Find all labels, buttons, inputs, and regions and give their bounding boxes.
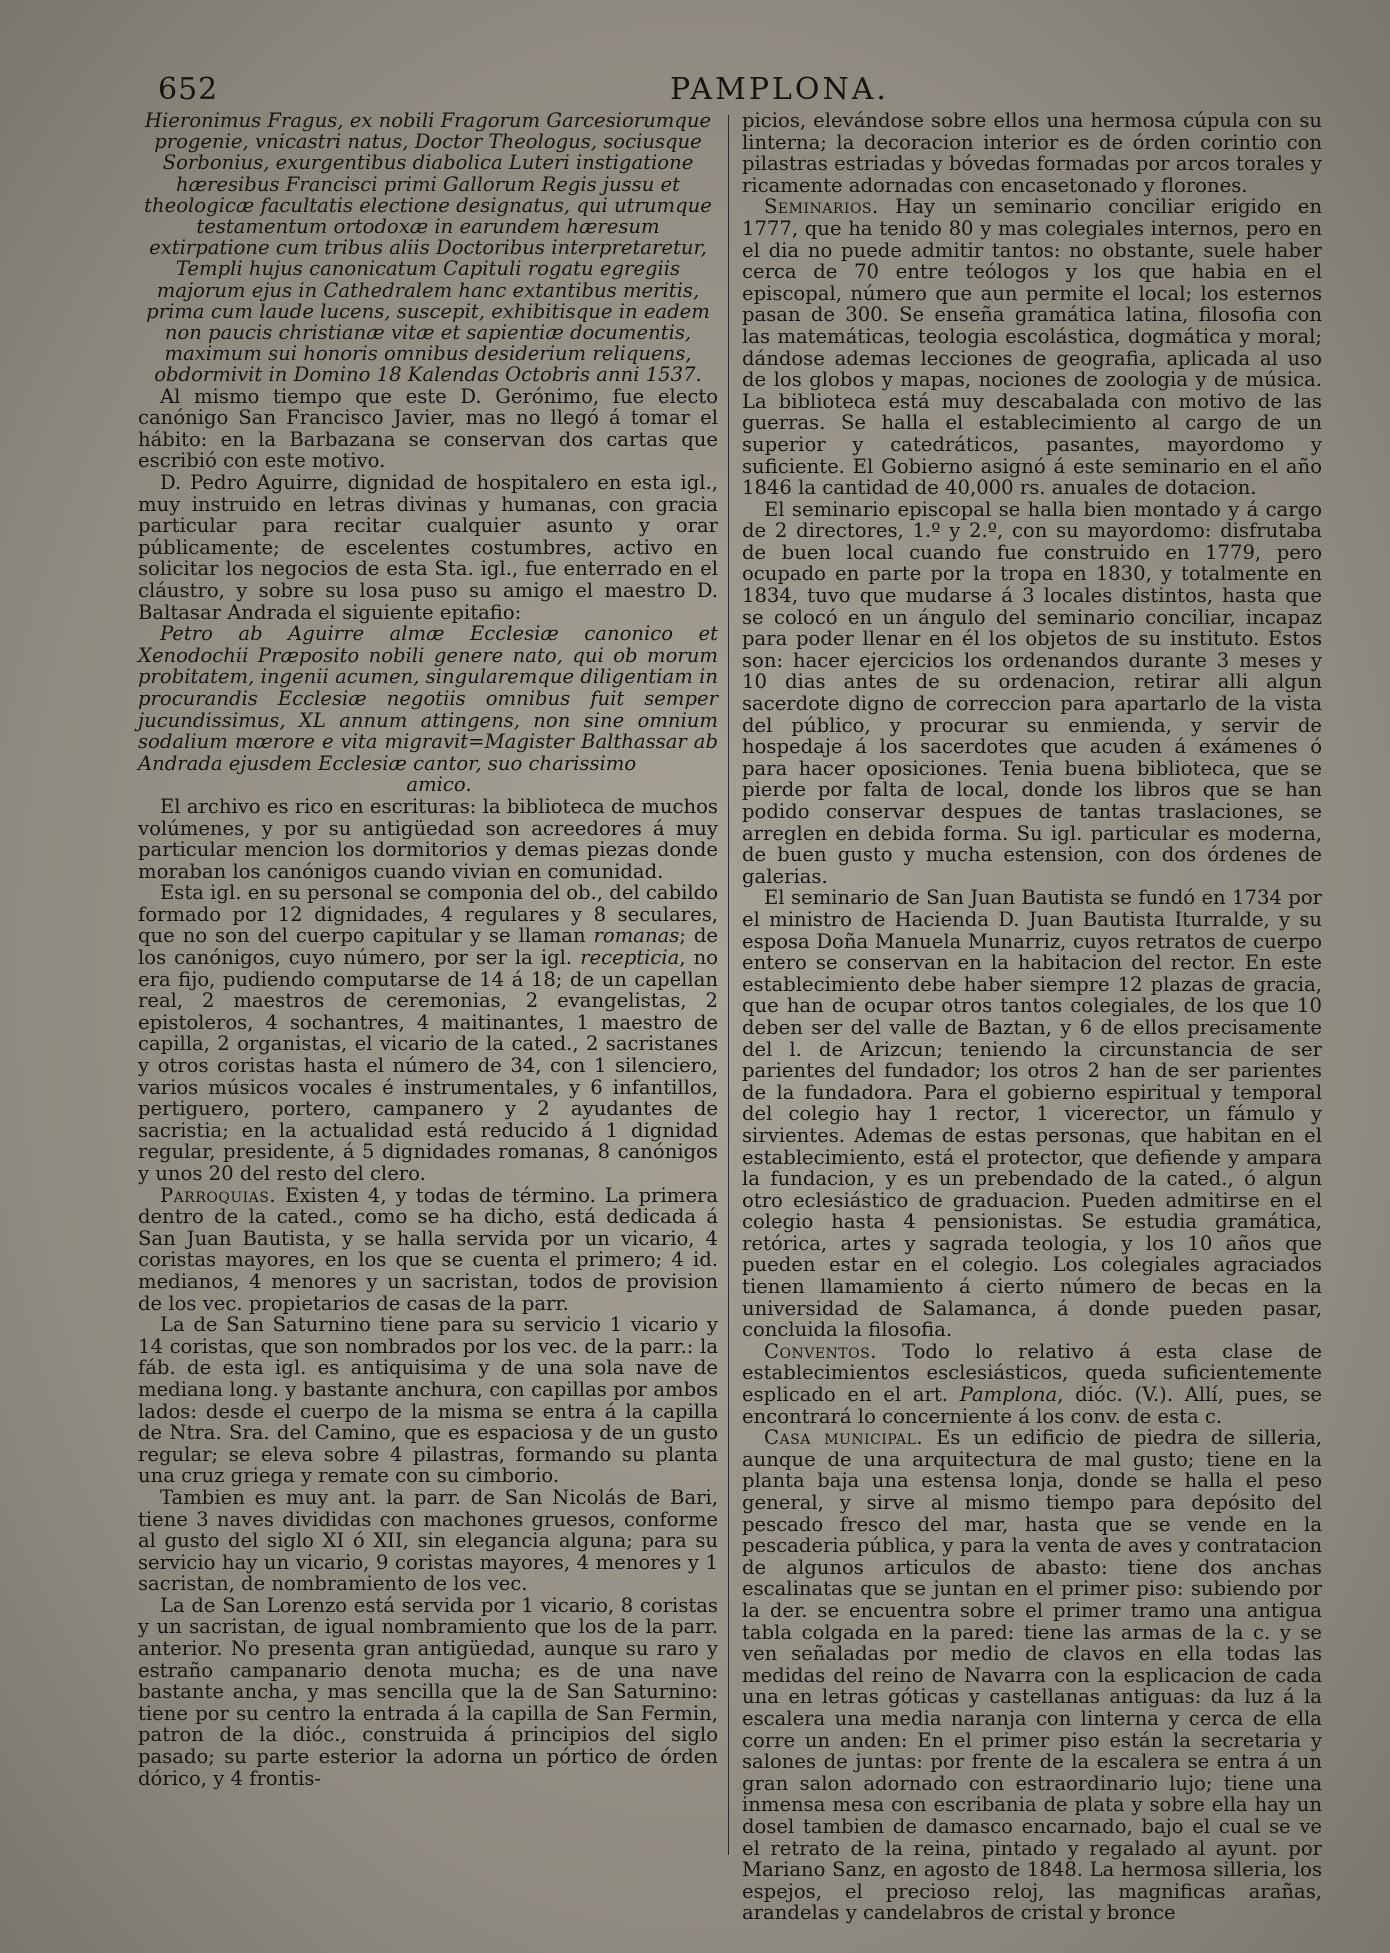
romanas-term: romanas [593,924,680,948]
latin-epitaph-aguirre: Petro ab Aguirre almæ Ecclesiæ canonico et Xenodochii Præposito nobili genere nato, qui ob morum probitatem, ingenii acumen, singularemque diligentiam in procurandis Ecclesiæ negotiis omnibus fuit semper jucundissimus, XL annum attingens, non sine omnium sodalium mœrore e vita migravit=Magister Balthassar ab Andrada ejusdem Ecclesiæ cantor, suo charissimo [138,622,718,775]
recepticia-term: recepticia [580,946,680,970]
latin-epitaph-hieronimus: Hieronimus Fragus, ex nobili Fragorum Garcesiorumque progenie, vnicastri natus, Doctor Theologus, sociusque Sorbonius, exurgentibus diabolica Luteri instigatione hæresibus Francisci primi Gallorum Regis jussu et theologicæ facultatis electione designatus, qui utrumque testamentum ortodoxæ in earundem hæresum extirpatione cum tribus aliis Doctoribus interpretaretur, Templi hujus canonicatum Capituli rogatu egregiis majorum ejus in Cathedralem hanc extantibus meritis, prima cum laude lucens, suscepit, exhibitisque in eadem non paucis christianæ vitæ et sapientiæ documentis, maximum sui honoris omnibus desiderium reliquens, obdormivit in Domino 18 Kalendas Octobris anni 1537. [144,109,712,387]
paragraph-archivo: El archivo es rico en escrituras: la biblioteca de muchos volúmenes, y por su antigüedad son acreedores á muy particular mencion los dormitorios y demas piezas donde moraban los canónigos cuando vivian en comunidad. [138,794,718,883]
section-label-conventos: Conventos. [764,1339,877,1363]
pamplona-ref: Pamplona [959,1383,1058,1407]
paragraph-seminario-episcopal: El seminario episcopal se halla bien montado y á cargo de 2 directores, 1.º y 2.º, con su mayordomo: disfrutaba de buen local cuando fue construido en 1779, pero ocupado en parte por la tropa en 1830, y totalmente en 1834, tuvo que mudarse á 3 locales distintos, hasta que se colocó en un ángulo del seminario conciliar, incapaz para poder llenar en él los objetos de su instituto. Estos son: hacer ejercicios los ordenandos durante 3 meses y 10 dias antes de su ordenacion, retirar alli algun sacerdote digno de correccion para apartarlo de la vista del público, y procurar su enmienda, y servir de hospedaje á los sacerdotes que acuden á exámenes ó para hacer oposiciones. Tenia buena biblioteca, que se pierde por falta de local, donde los libros que se han podido conservar despues de tantas traslaciones, se arreglen en debida forma. Su igl. particular es moderna, de buen gusto y mucha estension, con dos órdenes de galerias. [742,497,1322,888]
paragraph-san-juan-bautista: El seminario de San Juan Bautista se fundó en 1734 por el ministro de Hacienda D. Juan Bautista Iturralde, y su esposa Doña Manuela Munarriz, cuyos retratos de cuerpo entero se conservan en la habitacion del rector. En este establecimiento debe haber siempre 12 plazas de gracia, que han de ocupar otros tantos colegiales, de los que 10 deben ser del valle de Baztan, y 6 de ellos precisamente del l. de Arizcun; teniendo la circunstancia de ser parientes del fundador; los otros 2 han de ser parientes de la fundadora. Para el gobierno espiritual y temporal del colegio hay 1 rector, 1 vicerector, un fámulo y sirvientes. Ademas de estas personas, que habitan en el establecimiento, está el protector, que defiende y ampara la fundacion, y es un prebendado de la cated., ó algun otro eclesiástico de graduacion. Pueden admitirse en el colegio hasta 4 pensionistas. Se estudia gramática, retórica, artes y sagrada teologia, y los 10 años que pueden estar en el colegio. Los colegiales agraciados tienen llamamiento á cierto número de becas en la universidad de Salamanca, á donde pueden pasar, concluida la filosofia. [742,886,1322,1342]
paragraph-san-lorenzo: La de San Lorenzo está servida por 1 vicario, 8 coristas y un sacristan, de igual nombramiento que los de la parr. anterior. No presenta gran antigüedad, aunque su raro y estraño campanario denota mucha; es de una nave bastante ancha, y mas sencilla que la de San Saturnino: tiene por su centro la entrada á la capilla de San Fermin, patron de la dióc., construida á principios del siglo pasado; su parte esterior la adorna un pórtico de órden dórico, y 4 frontis- [138,1593,718,1790]
paragraph-san-nicolas: Tambien es muy ant. la parr. de San Nicolás de Bari, tiene 3 naves divididas con machones gruesos, conforme al gusto del siglo XI ó XII, sin elegancia alguna; para su servicio hay un vicario, 9 coristas mayores, 4 menores y 1 sacristan, de nombramiento de los vec. [138,1485,718,1596]
page-header [150,72,1310,112]
paragraph-personal [138,882,718,1184]
paragraph-aguirre: D. Pedro Aguirre, dignidad de hospitalero en esta igl., muy instruido en letras divinas y humanas, con gracia particular para recitar cualquier asunto y orar públicamente; de escelentes costumbres, activo en solicitar los negocios de esta Sta. igl., fue enterrado en el cláustro, y sobre su losa puso su amigo el maestro D. Baltasar Andrada el siguiente epitafio: [138,471,718,624]
personal-text-b: ; de los canónigos, cuyo número, por ser la igl. [138,924,718,970]
conventos-text-b: , dióc. (V.). Allí, pues, se encontrará lo concerniente á los conv. de esta c. [742,1383,1322,1428]
running-title: PAMPLONA. [670,72,889,107]
seminarios-text: Hay un seminario conciliar erigido en 1777, que ha tenido 80 y mas colegiales internos, pero en el dia no puede admitir tantos: no obstante, suele haber cerca de 70 entre teólogos y los que habia en el episcopal, número que aun permite el local; los esternos pasan de 300. Se enseña gramática latina, filosofia con las matemáticas, teologia escolástica, dogmática y moral; dándose ademas lecciones de geografia, aplicada al uso de los globos y mapas, nociones de zoologia y de música. La biblioteca está muy descabalada con motivo de las guerras. Se halla el establecimiento al cargo de un superior y catedráticos, pasantes, mayordomo y suficiente. El Gobierno asignó á este seminario en el año 1846 la cantidad de 40,000 rs. anuales de dotacion. [742,195,1322,500]
page-number: 652 [158,72,219,107]
left-column [138,110,718,1789]
personal-text-a: Esta igl. en su personal se componia del ob., del cabildo formado por 12 dignidades, 4 regulares y 8 seculares, que no son del cuerpo capitular y se llaman [138,881,718,948]
paragraph-casa-municipal [742,1427,1322,1924]
section-label-casa-municipal: Casa municipal. [764,1426,924,1450]
paragraph-javier: Al mismo tiempo que este D. Gerónimo, fue electo canónigo San Francisco Javier, mas no llegó á tomar el hábito: en la Barbazana se conservan dos cartas que escribió con este motivo. [138,384,718,473]
right-column [742,110,1322,1924]
casa-municipal-text: Es un edificio de piedra de silleria, aunque de una arquitectura de mal gusto; tiene en la planta baja una estensa lonja, donde se halla el peso general, y sirve al mismo tiempo para depósito del pescado fresco del mar, hasta que se vende en la pescaderia pública, y para la venta de aves y contratacion de algunos articulos de abasto: tiene dos anchas escalinatas que se juntan en el primer piso: subiendo por la der. se encuentra sobre el primer tramo una antigua tabla colgada en la pared: tiene las armas de la c. y se ven señaladas por medio de clavos en ella todas las medidas del reino de Navarra con la esplicacion de cada una en letras góticas y castellanas antiguas: da luz á la escalera una media naranja con linterna y cerca de ella corre un anden: En el primer piso están la secretaria y salones de juntas: por frente de la escalera se entra á un gran salon adornado con estraordinario lujo; tiene una inmensa mesa con escribania de plata y sobre ella hay un dosel tambien de damasco encarnado, bajo el cual se ve el retrato de la reina, pintado y regalado al ayunt. por Mariano Sanz, en agosto de 1848. La hermosa silleria, los espejos, el precioso reloj, las magnificas arañas, arandelas y candelabros de cristal y bronce [742,1426,1322,1925]
column-divider [728,115,729,1855]
section-label-seminarios: Seminarios. [764,195,879,219]
paragraph-conventos [742,1341,1322,1427]
latin-epitaph-aguirre-end: amico. [406,773,472,797]
paragraph-seminarios [742,196,1322,498]
section-label-parroquias: Parroquias. [160,1183,277,1207]
conventos-text-a: Todo lo relativo á esta clase de establecimientos esclesiásticos, queda suficientemente esplicado en el art. [742,1339,1322,1407]
paragraph-parroquias [138,1185,718,1315]
paragraph-frontispicios: picios, elevándose sobre ellos una hermosa cúpula con su linterna; la decoracion interior es de órden corintio con pilastras estriadas y bóvedas formadas por arcos torales y ricamente adornadas con encasetonado y florones. [742,109,1322,197]
paragraph-san-saturnino: La de San Saturnino tiene para su servicio 1 vicario y 14 coristas, que son nombrados por los vec. de la parr.: la fáb. de esta igl. es antiquisima y de una sola nave de mediana long. y bastante anchura, con capillas por ambos lados: desde el cuerpo de la misma se entra á la capilla de Ntra. Sra. del Camino, que es espaciosa y de un gusto regular; se eleva sobre 4 pilastras, formando su planta una cruz griega y remate con su cimborio. [138,1313,718,1488]
personal-text-c: , no era fijo, pudiendo computarse de 14 á 18; de un capellan real, 2 maestros de ceremonias, 2 evangelistas, 2 epistoleros, 4 sochantres, 4 maitinantes, 1 maestro de capilla, 2 organistas, el vicario de la cated., 2 sacristanes y otros coristas hasta el número de 34, con 1 silenciero, varios músicos vocales é instrumentales, y 6 infantillos, pertiguero, portero, campanero y 2 ayudantes de sacristia; en la actualidad está reducido á 1 dignidad regular, presidente, á 5 dignidades romanas, 8 canónigos y unos 20 del resto del clero. [138,946,719,1186]
parroquias-text: Existen 4, y todas de término. La primera dentro de la cated., como se ha dicho, está dedicada á San Juan Bautista, y se halla servida por un vicario, 4 coristas mayores, en los que se cuenta el primero; 4 id. medianos, 4 menores y un sacristan, todos de provision de los vec. propietarios de casas de la parr. [138,1183,718,1315]
